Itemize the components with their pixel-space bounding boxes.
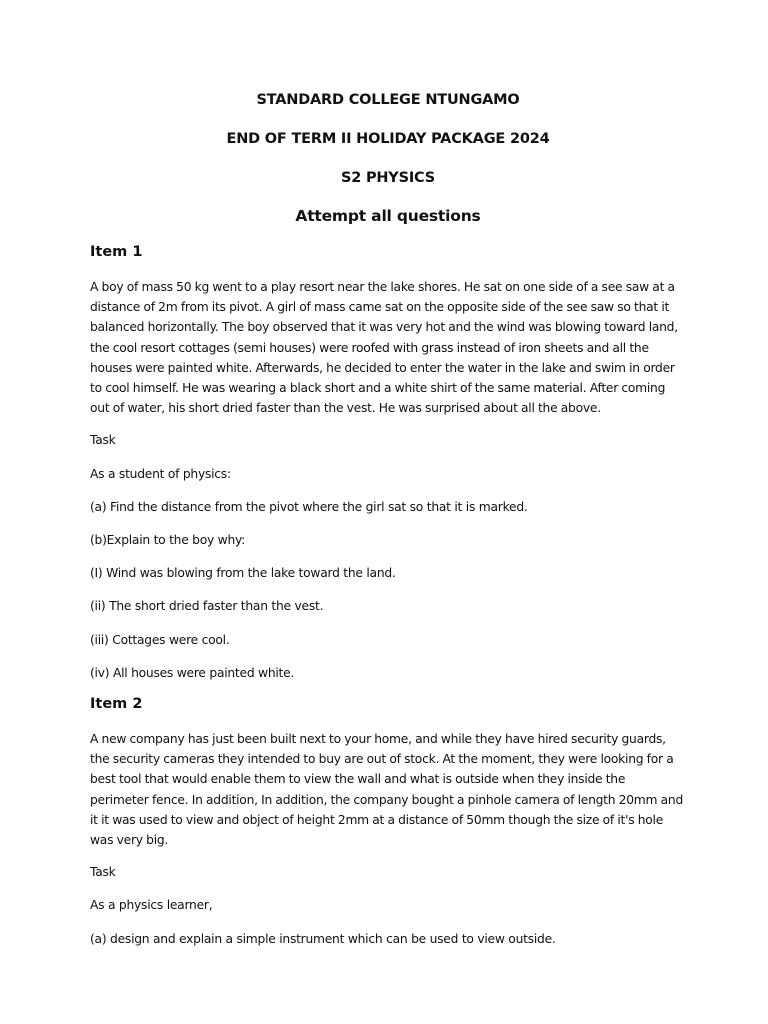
package-title: END OF TERM II HOLIDAY PACKAGE 2024: [226, 131, 550, 147]
school-title: STANDARD COLLEGE NTUNGAMO: [256, 92, 520, 108]
item-1-question-a: (a) Find the distance from the pivot where the girl sat so that it is marked.: [90, 499, 528, 514]
item-2-task-label: Task: [90, 865, 116, 880]
item-1-question-b-iv: (iv) All houses were painted white.: [90, 665, 295, 680]
item-2-section: [90, 696, 686, 949]
item-2-task-intro: As a physics learner,: [90, 898, 213, 913]
document-page: [90, 92, 686, 962]
item-1-scenario: A boy of mass 50 kg went to a play resort near the lake shores. He sat on one side of a see saw at a distance of 2m from its pivot. A girl of mass came sat on the opposite side of the see saw so that it balanced horizontally. The boy observed that it was very hot and the wind was blowing toward land, the cool resort cottages (semi houses) were roofed with grass instead of iron sheets and all the houses were painted white. Afterwards, he decided to enter the water in the lake and swim in order to cool himself. He was wearing a black short and a white shirt of the same material. After coming out of water, his short dried faster than the vest. He was surprised about all the above.: [90, 280, 678, 416]
item-1-question-b-iii: (iii) Cottages were cool.: [90, 632, 230, 647]
item-2-scenario: A new company has just been built next to your home, and while they have hired security guards, the security cameras they intended to buy are out of stock. At the moment, they were looking for a best tool that would enable them to view the wall and what is outside when they inside the perimeter fence. In addition, In addition, the company bought a pinhole camera of length 20mm and it it was used to view and object of height 2mm at a distance of 50mm though the size of it's hole was very big.: [90, 732, 683, 848]
item-1-heading: Item 1: [90, 244, 143, 260]
item-1-question-b-i: (I) Wind was blowing from the lake toward the land.: [90, 566, 396, 581]
item-1-question-b-ii: (ii) The short dried faster than the vest.: [90, 599, 324, 614]
item-1-task-intro: As a student of physics:: [90, 466, 231, 481]
item-1-section: [90, 244, 686, 683]
item-2-question-a: (a) design and explain a simple instrument which can be used to view outside.: [90, 931, 556, 946]
item-1-question-b: (b)Explain to the boy why:: [90, 533, 246, 548]
subject-title: S2 PHYSICS: [340, 170, 436, 186]
item-1-task-label: Task: [90, 433, 116, 448]
instruction-title: Attempt all questions: [295, 207, 481, 225]
item-2-heading: Item 2: [90, 696, 143, 713]
